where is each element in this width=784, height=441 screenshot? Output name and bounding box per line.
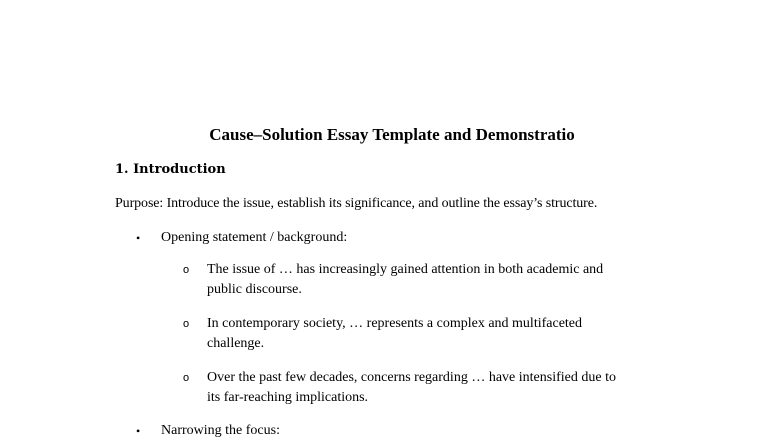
sub-item-line: its far-reaching implications. <box>207 390 369 405</box>
sub-bullet-marker: o <box>183 264 190 276</box>
sub-item-line: Over the past few decades, concerns regarding … have intensified due to <box>207 370 616 385</box>
bullet-label: Narrowing the focus: <box>161 423 280 438</box>
sub-item-line: public discourse. <box>207 282 302 297</box>
bullet-marker: • <box>136 424 141 438</box>
sub-item-line: The issue of … has increasingly gained attention in both academic and <box>207 262 604 277</box>
document-title: Cause–Solution Essay Template and Demonstratio <box>209 125 575 144</box>
sub-item-text <box>207 260 667 300</box>
sub-item-line: In contemporary society, … represents a complex and multifaceted <box>207 316 583 331</box>
sub-item-text <box>207 314 667 354</box>
bullet-marker: • <box>136 231 141 245</box>
sub-item-line: challenge. <box>207 336 265 351</box>
sub-bullet-marker: o <box>183 318 190 330</box>
sub-bullet-marker: o <box>183 372 190 384</box>
purpose-paragraph: Purpose: Introduce the issue, establish its significance, and outline the essay’s structure. <box>115 196 598 211</box>
section-heading: 1. Introduction <box>115 162 226 177</box>
sub-item-text <box>207 368 667 408</box>
bullet-label: Opening statement / background: <box>161 230 348 245</box>
